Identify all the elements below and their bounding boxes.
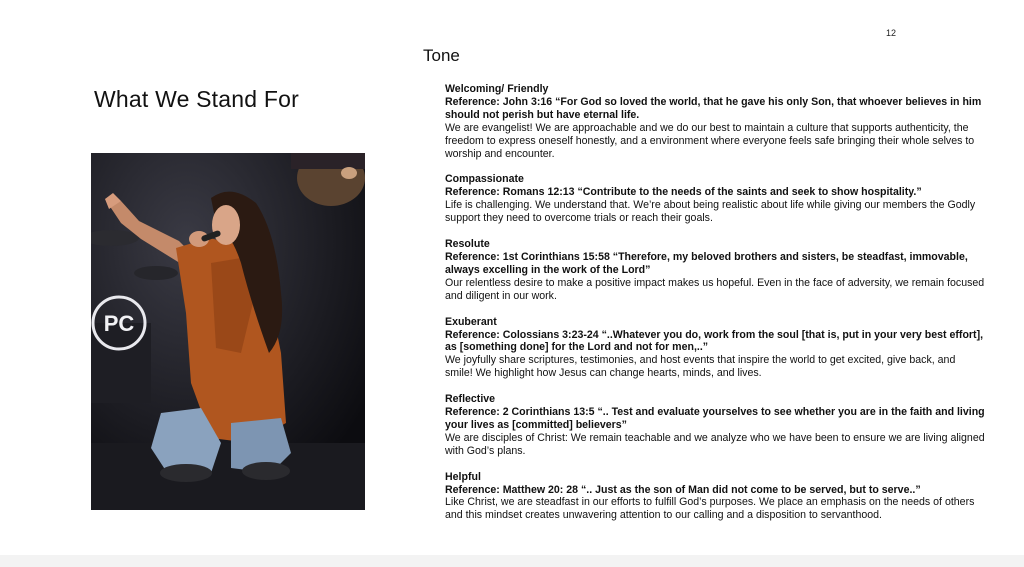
tone-name: Helpful xyxy=(445,470,481,483)
tone-name: Reflective xyxy=(445,393,496,406)
tone-description: We are disciples of Christ: We remain teachable and we analyze who we have been to ensure we are living aligned with God’s plans. xyxy=(445,431,985,457)
tone-reference: Reference: 1st Corinthians 15:58 “Therefore, my beloved brothers and sisters, be steadfast, immovable, always excelling in the work of the Lord” xyxy=(445,250,968,276)
logo-text: PC xyxy=(103,311,135,336)
face xyxy=(212,205,240,245)
tone-reference: Reference: John 3:16 “For God so loved the world, that he gave his only Son, that whoever believes in him should not perish but have eternal life. xyxy=(445,95,982,121)
shoe-right xyxy=(242,462,290,480)
guitarist-shirt xyxy=(291,153,365,169)
tone-name: Exuberant xyxy=(445,315,497,328)
section-title: What We Stand For xyxy=(94,86,299,112)
tone-reference: Reference: Colossians 3:23-24 “..Whatever you do, work from the soul [that is, put in your very best effort], as [something done] for the Lord and not for men,..” xyxy=(445,328,984,354)
tone-description: We are evangelist! We are approachable and we do our best to maintain a culture that supports authenticity, the freedom to express oneself honestly, and a environment where everyone feels safe bringing their whole selves to worship and encounter. xyxy=(445,121,975,160)
page-number: 12 xyxy=(886,28,897,38)
tone-description: Our relentless desire to make a positive impact makes us hopeful. Even in the face of adversity, we remain focused and diligent in our work. xyxy=(445,276,985,302)
tone-reference: Reference: Romans 12:13 “Contribute to the needs of the saints and seek to show hospitality.” xyxy=(445,186,922,199)
tone-item-helpful xyxy=(445,471,985,523)
cymbal-2 xyxy=(134,266,178,280)
tone-heading: Tone xyxy=(423,46,460,65)
stage-floor xyxy=(91,443,365,510)
tone-name: Welcoming/ Friendly xyxy=(445,83,549,95)
worship-photo-illustration xyxy=(91,153,365,510)
tone-description: We joyfully share scriptures, testimonies, and host events that inspire the world to get excited, give back, and smile! We highlight how Jesus can change hearts, minds, and lives. xyxy=(445,354,956,380)
tone-list xyxy=(445,83,985,535)
tone-item-welcoming xyxy=(445,83,985,160)
tone-name: Resolute xyxy=(445,238,490,251)
tone-description: Life is challenging. We understand that. We’re about being realistic about life while giving our members the Godly support they need to overcome trials or reach their goals. xyxy=(445,199,976,225)
tone-item-resolute xyxy=(445,238,985,303)
bottom-bar xyxy=(0,555,1024,567)
guitarist-hand xyxy=(341,167,357,179)
worship-photo xyxy=(91,153,365,510)
tone-description: Like Christ, we are steadfast in our efforts to fulfill God’s purposes. We place an emphasis on the needs of others and this mindset creates unwavering attention to our calling and a disposition to servanthood. xyxy=(445,496,975,522)
tone-name: Compassionate xyxy=(445,173,524,186)
tone-reference: Reference: Matthew 20: 28 “.. Just as the son of Man did not come to be served, but to serve..” xyxy=(445,483,921,496)
tone-item-compassionate xyxy=(445,173,985,225)
tone-item-exuberant xyxy=(445,316,985,381)
tone-item-reflective xyxy=(445,393,985,458)
shoe-left xyxy=(160,464,212,482)
tone-reference: Reference: 2 Corinthians 13:5 “.. Test and evaluate yourselves to see whether you are in the faith and living your lives as [committed] believers” xyxy=(445,406,985,431)
